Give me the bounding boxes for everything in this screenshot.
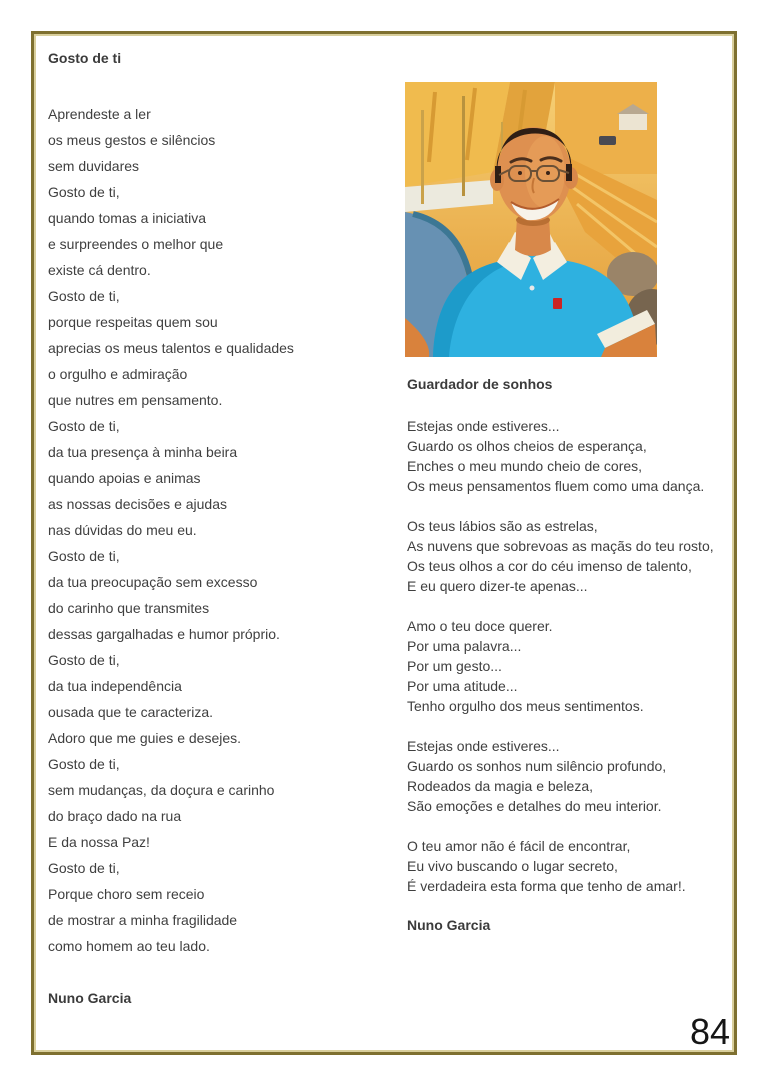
poem-line: Os teus olhos a cor do céu imenso de talento, [407, 558, 692, 574]
poem-line: sem mudanças, da doçura e carinho [48, 782, 275, 798]
poem-line: São emoções e detalhes do meu interior. [407, 798, 662, 814]
poem-line: O teu amor não é fácil de encontrar, [407, 838, 631, 854]
poem-line: Porque choro sem receio [48, 886, 205, 902]
poem-line: nas dúvidas do meu eu. [48, 522, 197, 538]
poem-line: existe cá dentro. [48, 262, 151, 278]
poem-line: como homem ao teu lado. [48, 938, 210, 954]
poem-line: Por um gesto... [407, 658, 502, 674]
poem-line: Amo o teu doce querer. [407, 618, 553, 634]
poem-line: Por uma palavra... [407, 638, 522, 654]
poem-line: que nutres em pensamento. [48, 392, 223, 408]
left-poem-title: Gosto de ti [48, 50, 122, 66]
left-poem-author: Nuno Garcia [48, 990, 132, 1006]
poem-line: É verdadeira esta forma que tenho de amar!. [407, 878, 686, 894]
poem-line: Os meus pensamentos fluem como uma dança. [407, 478, 705, 494]
poem-line: o orgulho e admiração [48, 366, 188, 382]
right-poem-title: Guardador de sonhos [407, 376, 553, 392]
poem-line: As nuvens que sobrevoas as maçãs do teu rosto, [407, 538, 714, 554]
poem-line: E eu quero dizer-te apenas... [407, 578, 588, 594]
stanza [407, 416, 714, 496]
stanza [407, 516, 714, 596]
stanza [407, 616, 714, 716]
page-number: 84 [689, 1011, 730, 1052]
poem-line: dessas gargalhadas e humor próprio. [48, 626, 280, 642]
poem-line: os meus gestos e silêncios [48, 132, 216, 148]
poem-line: Aprendeste a ler [48, 106, 151, 122]
poem-line: ousada que te caracteriza. [48, 704, 213, 720]
poem-line: Tenho orgulho dos meus sentimentos. [407, 698, 644, 714]
poem-line: Eu vivo buscando o lugar secreto, [407, 858, 618, 874]
poem-line: sem duvidares [48, 158, 140, 174]
stanza [407, 736, 714, 816]
poem-line: Estejas onde estiveres... [407, 738, 560, 754]
poem-line: quando apoias e animas [48, 470, 201, 486]
poem-line: Adoro que me guies e desejes. [48, 730, 242, 746]
poem-line: Gosto de ti, [48, 288, 120, 304]
poem-line: Estejas onde estiveres... [407, 418, 560, 434]
poem-line: as nossas decisões e ajudas [48, 496, 227, 512]
poem-line: Gosto de ti, [48, 652, 120, 668]
poem-line: e surpreendes o melhor que [48, 236, 224, 252]
poem-line: da tua presença à minha beira [48, 444, 238, 460]
poem-line: Os teus lábios são as estrelas, [407, 518, 598, 534]
poem-line: Guardo os olhos cheios de esperança, [407, 438, 647, 454]
poem-line: do braço dado na rua [48, 808, 182, 824]
poem-line: Gosto de ti, [48, 860, 120, 876]
poem-line: Por uma atitude... [407, 678, 518, 694]
poem-line: do carinho que transmites [48, 600, 210, 616]
poem-line: E da nossa Paz! [48, 834, 150, 850]
page-border-frame [31, 31, 737, 1055]
portrait-photo-illustration [405, 82, 657, 357]
stanza [407, 836, 714, 896]
poem-line: da tua preocupação sem excesso [48, 574, 258, 590]
portrait-photo [405, 82, 657, 357]
right-poem-author: Nuno Garcia [407, 917, 491, 933]
poem-line: Guardo os sonhos num silêncio profundo, [407, 758, 667, 774]
poem-line: porque respeitas quem sou [48, 314, 218, 330]
poem-line: Enches o meu mundo cheio de cores, [407, 458, 643, 474]
poem-line: de mostrar a minha fragilidade [48, 912, 238, 928]
poem-line: Rodeados da magia e beleza, [407, 778, 594, 794]
poem-line: Gosto de ti, [48, 756, 120, 772]
poem-line: Gosto de ti, [48, 548, 120, 564]
poem-line: Gosto de ti, [48, 184, 120, 200]
poem-line: quando tomas a iniciativa [48, 210, 206, 226]
right-poem-body [407, 416, 714, 916]
poem-line: da tua independência [48, 678, 182, 694]
poem-line: aprecias os meus talentos e qualidades [48, 340, 294, 356]
poem-line: Gosto de ti, [48, 418, 120, 434]
left-poem-body [48, 101, 294, 959]
